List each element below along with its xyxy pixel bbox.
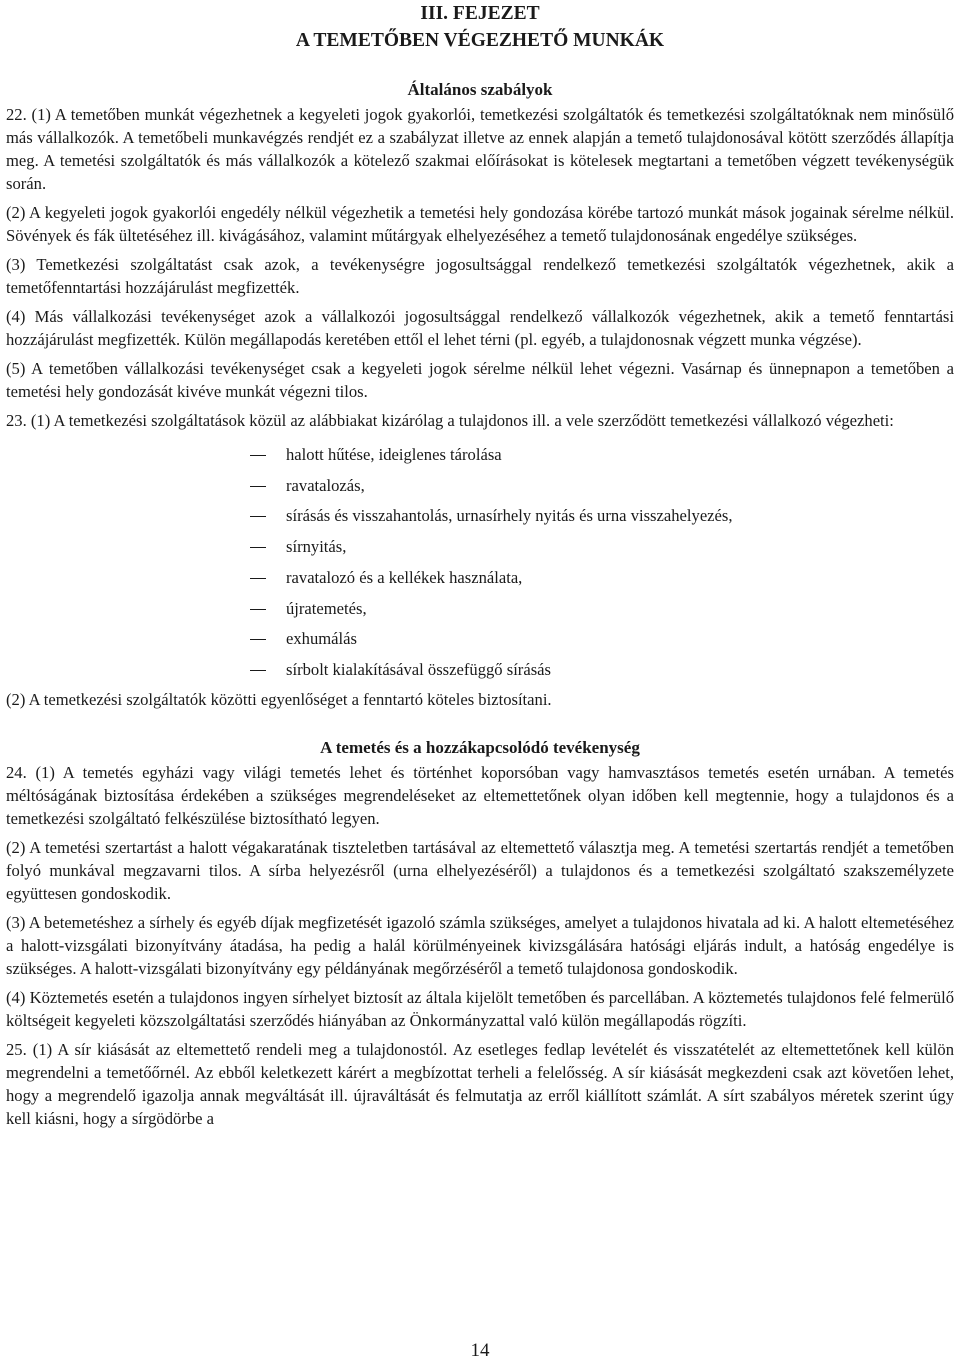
- section-title-general-rules: Általános szabályok: [407, 80, 553, 99]
- page-number: 14: [470, 1340, 490, 1361]
- paragraph: (2) A kegyeleti jogok gyakorlói engedély nélkül végezhetik a temetési hely gondozása körébe tartozó munkát mások jogainak sérelme nélkül. Sövények és fák ültetéséhez ill. kivágásához, valamint műtárgyak elhelyezéséhez a temető tulajdonosának engedélye szükséges.: [6, 203, 954, 245]
- paragraph: 22. (1) A temetőben munkát végezhetnek a kegyeleti jogok gyakorlói, temetkezési szolgáltatók és temetkezési szolgáltatóknak nem minősülő más vállalkozók. A temetőbeli munkavégzés rendjét ez a szabályzat illetve az ennek alapján a temető tulajdonosával kötött szerződés állapítja meg. A temetési szolgáltatók és más vállalkozók a kötelező szakmai előírásokat is kötelesek megtartani a temetőben végzett tevékenységük során.: [6, 105, 954, 193]
- list-item: halott hűtése, ideiglenes tárolása: [286, 445, 502, 464]
- chapter-title: A TEMETŐBEN VÉGEZHETŐ MUNKÁK: [295, 30, 665, 51]
- list-item: ravatalozás,: [286, 475, 365, 495]
- paragraph: 25. (1) A sír kiásását az eltemettető rendeli meg a tulajdonostól. Az esetleges fedlap levételét és visszatételét az eltemettetőnek kell külön megrendelni a temetőőrnél. Az ebből keletkezett kárért a megbízottat terheli a felelősség. A sír kiásását megkezdeni csak azt követően lehet, hogy a megrendelő igazolja annak megváltását ill. újraváltását és felmutatja az erről kiállított számlát. A sírt szabályos méretek szerint úgy kell kiásni, hogy a sírgödörbe a: [6, 1039, 954, 1128]
- list-item: újratemetés,: [286, 598, 367, 618]
- paragraph: 23. (1) A temetkezési szolgáltatások közül az alábbiakat kizárólag a tulajdonos ill. a vele szerződött temetkezési vállalkozó végezheti:: [6, 411, 894, 430]
- paragraph: (4) Köztemetés esetén a tulajdonos ingyen sírhelyet biztosít az általa kijelölt temetőben és parcellában. A köztemetés tulajdonos felé felmerülő költségeit kegyeleti közszolgáltatási szerződés hiányában az Önkormányzattal való külön megállapodás rögzíti.: [6, 987, 954, 1030]
- list-item: exhumálás: [286, 629, 357, 649]
- list-item: ravatalozó és a kellékek használata,: [286, 567, 523, 587]
- chapter-number: III. FEJEZET: [420, 3, 540, 24]
- paragraph: (4) Más vállalkozási tevékenységet azok a vállalkozói jogosultsággal rendelkező vállalkozók végezhetnek, akik a temető fenntartási hozzájárulást megfizették. Külön megállapodás keretében ettől el lehet térni (pl. egyéb, a tulajdonosnak végzett munka végzése).: [6, 307, 954, 349]
- paragraph: 24. (1) A temetés egyházi vagy világi temetés lehet és történhet koporsóban vagy hamvasztásos temetés esetén urnában. A temetés méltóságának biztosítása érdekében a szükséges megrendeléseket az eltemettetőnek olyan időben kell megtennie, hogy a tulajdonos és a temetkezési szolgáltató felkészülése biztosítható legyen.: [6, 762, 954, 828]
- list-item: sírnyitás,: [286, 537, 347, 557]
- section-title-funeral: A temetés és a hozzákapcsolódó tevékenység: [320, 737, 640, 757]
- paragraph: (5) A temetőben vállalkozási tevékenységet csak a kegyeleti jogok sérelme nélkül lehet végezni. Vasárnap és ünnepnapon a temetőben a temetési hely gondozását kivéve munkát végezni tilos.: [6, 359, 954, 401]
- paragraph: (3) Temetkezési szolgáltatást csak azok, a tevékenységre jogosultsággal rendelkező temetkezési szolgáltatók végezhetnek, akik a temetőfenntartási hozzájárulást megfizették.: [6, 255, 954, 297]
- paragraph: (2) A temetkezési szolgáltatók közötti egyenlőséget a fenntartó köteles biztosítani.: [6, 689, 552, 709]
- paragraph: (3) A betemetéshez a sírhely és egyéb díjak megfizetését igazoló számla szükséges, amelyet a tulajdonos hivatala ad ki. A halott eltemetéséhez a halott-vizsgálati bizonyítvány átadása, ha pedig a halál körülményeinek kivizsgálására hatósági eljárás indult, a hatóság engedélye is szükséges. A halott-vizsgálati bizonyítvány egy példányának megőrzéséről a temető tulajdonosa gondoskodik.: [6, 912, 954, 978]
- paragraph: (2) A temetési szertartást a halott végakaratának tiszteletben tartásával az eltemettető választja meg. A temetési szertartás rendjét a temetőben folyó munkával megzavarni tilos. A sírba helyezésről (urna elhelyezéséről) a tulajdonos és a temetkezési szolgáltató szakszemélyzete együttesen gondoskodik.: [6, 837, 954, 903]
- services-list: [6, 440, 954, 686]
- list-item: sírásás és visszahantolás, urnasírhely nyitás és urna visszahelyezés,: [286, 506, 733, 526]
- list-item: sírbolt kialakításával összefüggő sírásás: [286, 659, 551, 679]
